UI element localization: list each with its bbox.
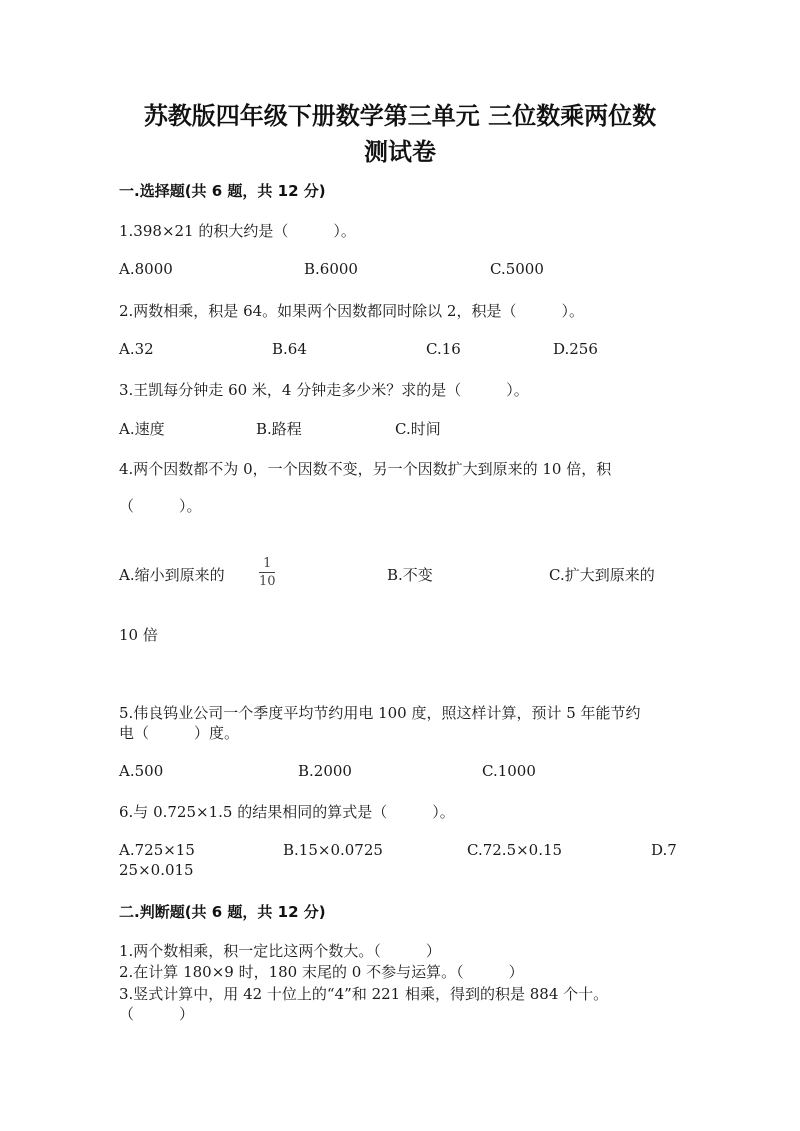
section-heading-judgement: 二.判断题(共 6 题，共 12 分) xyxy=(119,903,326,921)
question-4-text-line2: （ ）。 xyxy=(119,497,202,515)
question-3-option-a[interactable]: A.速度 xyxy=(119,420,165,438)
question-6-option-d[interactable]: D.7 xyxy=(651,841,677,859)
question-3-option-b[interactable]: B.路程 xyxy=(256,420,302,438)
page-title-line1: 苏教版四年级下册数学第三单元 三位数乘两位数 xyxy=(143,102,657,130)
question-5-option-c[interactable]: C.1000 xyxy=(482,762,536,780)
question-3-option-c[interactable]: C.时间 xyxy=(395,420,441,438)
question-1-text: 1.398×21 的积大约是（ ）。 xyxy=(119,222,356,240)
question-2-option-b[interactable]: B.64 xyxy=(272,340,307,358)
question-5-text-line1: 5.伟良钨业公司一个季度平均节约用电 100 度，照这样计算，预计 5 年能节约 xyxy=(119,704,641,722)
question-3-text: 3.王凯每分钟走 60 米，4 分钟走多少米？求的是（ ）。 xyxy=(119,381,529,399)
fraction-denominator: 10 xyxy=(259,574,276,589)
question-2-option-d[interactable]: D.256 xyxy=(553,340,598,358)
question-2-option-c[interactable]: C.16 xyxy=(426,340,461,358)
question-6-text: 6.与 0.725×1.5 的结果相同的算式是（ ）。 xyxy=(119,803,455,821)
question-1-option-b[interactable]: B.6000 xyxy=(304,260,358,278)
question-4-text-line1: 4.两个因数都不为 0，一个因数不变，另一个因数扩大到原来的 10 倍，积 xyxy=(119,460,612,478)
judgement-item-2: 2.在计算 180×9 时，180 末尾的 0 不参与运算。（ ） xyxy=(119,963,524,981)
question-6-option-a[interactable]: A.725×15 xyxy=(119,841,195,859)
question-2-text: 2.两数相乘，积是 64。如果两个因数都同时除以 2，积是（ ）。 xyxy=(119,302,584,320)
question-6-option-c[interactable]: C.72.5×0.15 xyxy=(467,841,563,859)
question-4-option-c[interactable]: C.扩大到原来的 xyxy=(549,566,655,584)
fraction-one-tenth xyxy=(259,557,276,588)
question-5-option-a[interactable]: A.500 xyxy=(119,762,164,780)
question-4-option-a[interactable]: A.缩小到原来的 xyxy=(119,566,225,584)
judgement-item-3-wrap: （ ） xyxy=(119,1005,195,1023)
question-6-option-d-wrap: 25×0.015 xyxy=(119,861,194,879)
question-5-text-line2: 电（ ）度。 xyxy=(119,724,240,742)
question-1-option-a[interactable]: A.8000 xyxy=(119,260,173,278)
question-2-option-a[interactable]: A.32 xyxy=(119,340,154,358)
question-1-option-c[interactable]: C.5000 xyxy=(490,260,544,278)
fraction-numerator: 1 xyxy=(263,556,272,571)
question-6-option-b[interactable]: B.15×0.0725 xyxy=(283,841,383,859)
page-title-line2: 测试卷 xyxy=(364,138,436,166)
question-4-option-b[interactable]: B.不变 xyxy=(387,566,433,584)
question-4-option-c-wrap: 10 倍 xyxy=(119,626,158,644)
question-5-option-b[interactable]: B.2000 xyxy=(298,762,352,780)
judgement-item-3: 3.竖式计算中，用 42 十位上的“4”和 221 相乘，得到的积是 884 个十。 xyxy=(119,985,609,1003)
fraction-bar xyxy=(259,572,275,573)
section-heading-choice: 一.选择题(共 6 题，共 12 分) xyxy=(119,182,326,200)
judgement-item-1: 1.两个数相乘，积一定比这两个数大。（ ） xyxy=(119,942,441,960)
